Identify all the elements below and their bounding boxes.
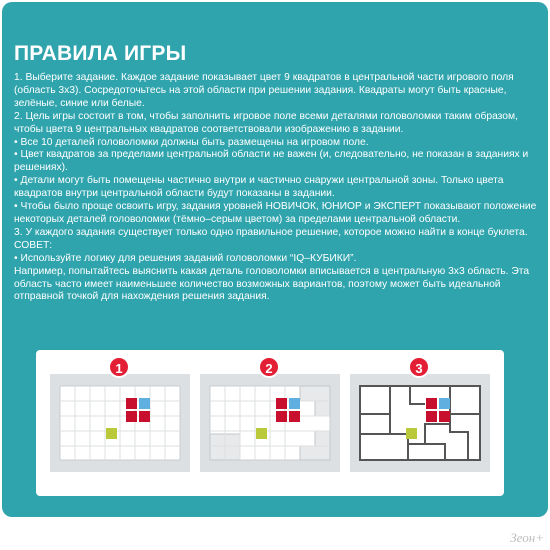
rule-paragraph: 3. У каждого задания существует только одно правильное решение, которое можно найти в конце буклета.: [14, 226, 528, 238]
rule-paragraph: 1. Выберите задание. Каждое задание показывает цвет 9 квадратов в центральной части игрового поля (область 3x3). Сосредоточьтесь на этой области при решении задания. Квадраты могут быть красные, зелёные, синие или белые.: [14, 72, 514, 109]
step-number-badge: 2: [258, 356, 280, 378]
watermark: Зеон+: [510, 530, 544, 545]
rule-paragraph: Например, попытайтесь выяснить какая деталь головоломки вписывается в центральную 3x3 область. Эта область часто имеет наименьшее количество возможных вариантов, поэтому может быть идеальной отправной точкой для нахождения решения задания.: [14, 265, 530, 303]
step-number-badge: 1: [108, 356, 130, 378]
rule-paragraph: 2. Цель игры состоит в том, чтобы заполнить игровое поле всеми деталями головоломки таким образом, чтобы цвета 9 центральных квадратов соответствовали изображению в задании.: [14, 110, 518, 135]
board-step-1: [50, 374, 190, 472]
rule-paragraph: • Чтобы было проще освоить игру, задания уровней НОВИЧОК, ЮНИОР и ЭКСПЕРТ показывают положение некоторых деталей головоломки (тёмно–серым цветом) за пределами центральной области.: [14, 201, 537, 225]
board-step-3: [350, 374, 490, 472]
examples-panel: [36, 350, 504, 496]
board-step-2: [200, 374, 340, 472]
example-step-1: [50, 361, 190, 472]
rule-paragraph: • Используйте логику для решения заданий головоломки “IQ–КУБИКИ”.: [14, 252, 357, 264]
rule-paragraph: • Все 10 деталей головоломки должны быть размещены на игровом поле.: [14, 136, 369, 148]
example-step-3: [350, 361, 490, 472]
rule-paragraph: • Детали могут быть помещены частично внутри и частично снаружи центральной зоны. Только цвета квадратов внутри центральной области будут показаны в задании.: [14, 175, 504, 200]
rules-card: [2, 2, 548, 517]
page-title: ПРАВИЛА ИГРЫ: [14, 42, 187, 65]
rule-paragraph: СОВЕТ:: [14, 239, 53, 251]
rules-text: [14, 72, 544, 304]
step-number-badge: 3: [408, 356, 430, 378]
example-step-2: [200, 361, 340, 472]
rule-paragraph: • Цвет квадратов за пределами центральной области не важен (и, следовательно, не показан в заданиях и решениях).: [14, 149, 529, 174]
